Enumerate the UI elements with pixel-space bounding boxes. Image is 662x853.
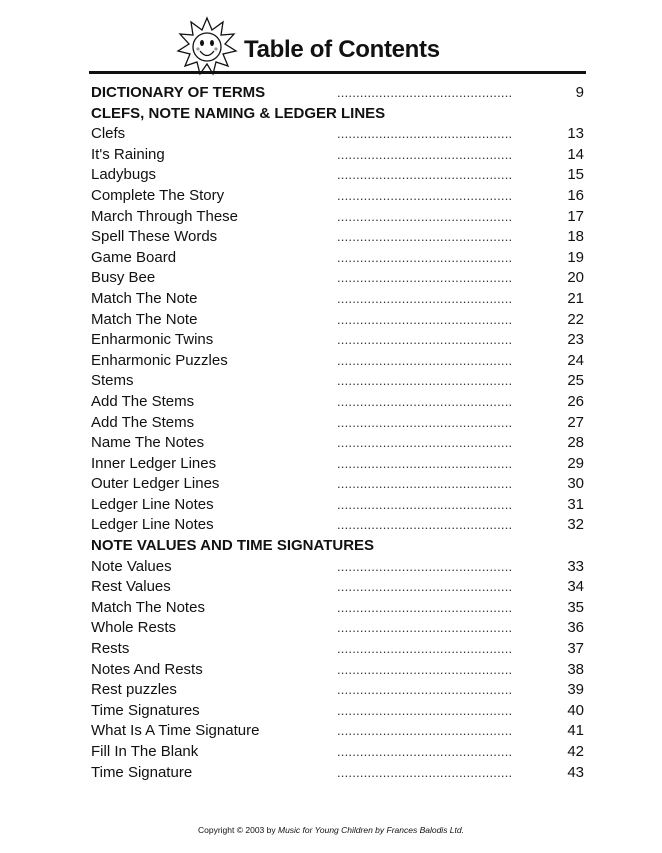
toc-entry-title: Match The Note bbox=[91, 310, 198, 328]
toc-entry-title: What Is A Time Signature bbox=[91, 722, 260, 740]
toc-entry bbox=[90, 701, 584, 722]
toc-page-number: 43 bbox=[567, 763, 584, 781]
toc-entry-title: Complete The Story bbox=[91, 186, 225, 204]
toc-page-number: 9 bbox=[575, 84, 584, 101]
publisher-name: Music for Young Children by Frances Balodis Ltd. bbox=[277, 825, 464, 835]
dot-leader: .............................................. bbox=[337, 682, 513, 698]
dot-leader: .............................................. bbox=[337, 579, 513, 595]
toc-page-number: 21 bbox=[567, 289, 584, 307]
toc-entry-title: March Through These bbox=[91, 207, 239, 225]
dot-leader: .............................................. bbox=[337, 517, 513, 533]
toc-entry-title: Rest puzzles bbox=[91, 681, 177, 699]
toc-entry-title: Name The Notes bbox=[91, 434, 205, 452]
dot-leader: .............................................. bbox=[337, 558, 513, 574]
toc-entry-title: Outer Ledger Lines bbox=[91, 475, 220, 493]
toc-page-number: 35 bbox=[567, 598, 584, 616]
toc-entry-title: Stems bbox=[91, 372, 134, 390]
toc-page-number: 20 bbox=[567, 269, 584, 287]
toc-page-number: 15 bbox=[567, 166, 584, 184]
dot-leader: .............................................. bbox=[337, 187, 513, 203]
toc-entry bbox=[90, 680, 584, 701]
copyright-footer bbox=[0, 825, 662, 835]
toc-page-number: 22 bbox=[567, 310, 584, 328]
toc-page-number: 25 bbox=[567, 372, 584, 390]
toc-entry-title: Enharmonic Puzzles bbox=[91, 351, 228, 369]
toc-entry-title: Match The Notes bbox=[91, 598, 205, 616]
page-title: Table of Contents bbox=[244, 36, 440, 63]
toc-entry bbox=[90, 557, 584, 578]
toc-page-number: 28 bbox=[567, 434, 584, 452]
dot-leader: .............................................. bbox=[337, 641, 513, 657]
toc-entry-title: Ledger Line Notes bbox=[91, 495, 214, 513]
toc-page-number: 16 bbox=[567, 186, 584, 204]
dot-leader: .............................................. bbox=[337, 85, 513, 100]
toc-entry-title: Game Board bbox=[91, 248, 177, 266]
toc-entry bbox=[90, 186, 584, 207]
toc-page-number: 34 bbox=[567, 578, 584, 596]
toc-entry-title: DICTIONARY OF TERMS bbox=[91, 84, 266, 101]
toc-entry bbox=[90, 248, 584, 269]
toc-entry bbox=[90, 268, 584, 289]
toc-entry-title: Add The Stems bbox=[91, 392, 195, 410]
dot-leader: .............................................. bbox=[337, 270, 513, 286]
toc-entry bbox=[90, 577, 584, 598]
toc-entry-title: Fill In The Blank bbox=[91, 743, 199, 760]
toc-entry-title: NOTE VALUES AND TIME SIGNATURES bbox=[91, 537, 375, 555]
toc-page-number: 14 bbox=[567, 145, 584, 163]
toc-entry bbox=[90, 145, 584, 166]
toc-page-number: 40 bbox=[567, 701, 584, 719]
toc-entry bbox=[90, 515, 584, 536]
toc-page-number: 27 bbox=[567, 413, 584, 431]
dot-leader: .............................................. bbox=[337, 496, 513, 512]
toc-entry bbox=[90, 598, 584, 619]
toc-page-number: 17 bbox=[567, 207, 584, 225]
toc-entry bbox=[90, 392, 584, 413]
toc-entry bbox=[90, 124, 584, 145]
dot-leader: .............................................. bbox=[337, 208, 513, 224]
toc-entry bbox=[90, 207, 584, 228]
toc-entry bbox=[90, 495, 584, 516]
toc-entry-title: It's Raining bbox=[91, 145, 165, 163]
page-header bbox=[176, 16, 476, 76]
toc-page-number: 33 bbox=[567, 557, 584, 575]
toc-entry-title: Time Signatures bbox=[91, 701, 200, 719]
toc-entry-title: Spell These Words bbox=[91, 228, 218, 246]
toc-entry bbox=[90, 227, 584, 248]
toc-page-number: 18 bbox=[567, 228, 584, 246]
dot-leader: .............................................. bbox=[337, 744, 513, 759]
toc-section-heading bbox=[90, 536, 584, 557]
toc-entry-title: Ledger Line Notes bbox=[91, 516, 214, 534]
toc-entry bbox=[90, 310, 584, 331]
dot-leader: .............................................. bbox=[337, 723, 513, 739]
dot-leader: .............................................. bbox=[337, 702, 513, 718]
toc-entry-title: Note Values bbox=[91, 557, 172, 575]
toc-page-number: 19 bbox=[567, 248, 584, 266]
toc-entry-title: Inner Ledger Lines bbox=[91, 454, 217, 472]
toc-entry bbox=[90, 639, 584, 660]
toc-entry bbox=[90, 474, 584, 495]
toc-entry-title: Match The Note bbox=[91, 289, 198, 307]
dot-leader: .............................................. bbox=[337, 764, 513, 780]
dot-leader: .............................................. bbox=[337, 476, 513, 492]
dot-leader: .............................................. bbox=[337, 167, 513, 183]
toc-entry bbox=[90, 165, 584, 186]
toc-entry-title: Clefs bbox=[91, 125, 126, 143]
dot-leader: .............................................. bbox=[337, 146, 513, 162]
toc-entry bbox=[90, 330, 584, 351]
dot-leader: .............................................. bbox=[337, 290, 513, 306]
toc-page-number: 30 bbox=[567, 475, 584, 493]
toc-entry-title: Whole Rests bbox=[91, 619, 177, 637]
toc-entry-title: Add The Stems bbox=[91, 413, 195, 431]
toc-page-number: 42 bbox=[567, 743, 584, 760]
toc-entry bbox=[90, 289, 584, 310]
toc-page-number: 37 bbox=[567, 640, 584, 658]
toc-entry bbox=[90, 763, 584, 784]
dot-leader: .............................................. bbox=[337, 249, 513, 265]
sun-face-icon bbox=[176, 16, 238, 76]
copyright-text: Copyright © 2003 by bbox=[198, 825, 278, 835]
toc-entry bbox=[90, 433, 584, 454]
dot-leader: .............................................. bbox=[337, 393, 513, 409]
dot-leader: .............................................. bbox=[337, 126, 513, 142]
toc-entry-title: Time Signature bbox=[91, 763, 193, 781]
dot-leader: .............................................. bbox=[337, 352, 513, 368]
dot-leader: .............................................. bbox=[337, 311, 513, 327]
toc-page-number: 23 bbox=[567, 331, 584, 349]
dot-leader: .............................................. bbox=[337, 414, 513, 430]
toc-section-heading bbox=[90, 83, 584, 104]
dot-leader: .............................................. bbox=[337, 435, 513, 451]
toc-page-number: 39 bbox=[567, 681, 584, 699]
dot-leader: .............................................. bbox=[337, 332, 513, 348]
toc-entry-title: Enharmonic Twins bbox=[91, 331, 214, 349]
toc-entry bbox=[90, 371, 584, 392]
toc-page-number: 13 bbox=[567, 125, 584, 143]
toc-section-heading bbox=[90, 104, 584, 125]
dot-leader: .............................................. bbox=[337, 620, 513, 636]
dot-leader: .............................................. bbox=[337, 229, 513, 245]
toc-page-number: 32 bbox=[567, 516, 584, 534]
dot-leader: .............................................. bbox=[337, 599, 513, 615]
toc-entry bbox=[90, 742, 584, 763]
toc-entry-title: Rests bbox=[91, 640, 130, 658]
toc-entry bbox=[90, 618, 584, 639]
toc-entry-title: Ladybugs bbox=[91, 166, 157, 184]
toc-entry bbox=[90, 351, 584, 372]
toc-entry bbox=[90, 454, 584, 475]
toc-entry bbox=[90, 660, 584, 681]
toc-entry-title: Busy Bee bbox=[91, 269, 156, 287]
dot-leader: .............................................. bbox=[337, 661, 513, 677]
toc-page-number: 24 bbox=[567, 351, 584, 369]
toc-page-number: 41 bbox=[567, 722, 584, 740]
toc-entry-title: CLEFS, NOTE NAMING & LEDGER LINES bbox=[91, 104, 386, 122]
title-divider bbox=[89, 71, 586, 74]
dot-leader: .............................................. bbox=[337, 455, 513, 471]
toc-entry-title: Rest Values bbox=[91, 578, 171, 596]
toc-page-number: 31 bbox=[567, 495, 584, 513]
toc-entry bbox=[90, 721, 584, 742]
toc-page-number: 26 bbox=[567, 392, 584, 410]
toc-page-number: 29 bbox=[567, 454, 584, 472]
table-of-contents bbox=[90, 83, 584, 783]
toc-page-number: 38 bbox=[567, 660, 584, 678]
dot-leader: .............................................. bbox=[337, 373, 513, 389]
toc-entry bbox=[90, 413, 584, 434]
toc-entry-title: Notes And Rests bbox=[91, 660, 203, 678]
toc-page-number: 36 bbox=[567, 619, 584, 637]
